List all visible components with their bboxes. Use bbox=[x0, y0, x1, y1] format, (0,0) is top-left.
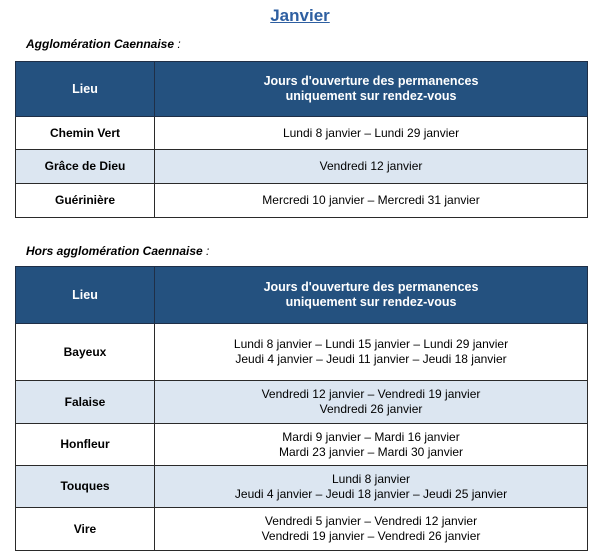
row-lieu: Honfleur bbox=[16, 424, 155, 466]
date-line: Vendredi 5 janvier – Vendredi 12 janvier bbox=[264, 514, 478, 528]
row-lieu: Bayeux bbox=[16, 324, 155, 381]
date-line: Vendredi 19 janvier – Vendredi 26 janvier bbox=[261, 529, 481, 543]
table-row bbox=[16, 150, 588, 184]
date-line: Mercredi 10 janvier – Mercredi 31 janvier bbox=[262, 193, 480, 207]
section-heading-caen-text: Agglomération Caennaise bbox=[26, 37, 175, 51]
schedule-table-hors bbox=[15, 266, 588, 551]
date-line: Lundi 8 janvier – Lundi 29 janvier bbox=[282, 125, 460, 140]
row-dates bbox=[155, 424, 588, 466]
date-line: Lundi 8 janvier – Lundi 15 janvier – Lundi 29 janvier bbox=[233, 337, 509, 351]
header-dates-line: Jours d'ouverture des permanences bbox=[263, 74, 479, 88]
row-dates bbox=[155, 466, 588, 508]
table-header-row bbox=[16, 267, 588, 324]
section-heading-caen-colon: : bbox=[174, 37, 181, 51]
table-row bbox=[16, 466, 588, 508]
date-line: Vendredi 12 janvier bbox=[319, 159, 423, 173]
header-dates-line: Jours d'ouverture des permanences bbox=[263, 280, 479, 294]
date-line: Vendredi 26 janvier bbox=[319, 402, 423, 416]
row-lieu: Grâce de Dieu bbox=[16, 150, 155, 184]
section-heading-caen bbox=[26, 37, 181, 51]
table-row bbox=[16, 424, 588, 466]
table-row bbox=[16, 184, 588, 218]
table-row bbox=[16, 117, 588, 150]
header-dates-line: uniquement sur rendez-vous bbox=[285, 89, 457, 103]
date-line: Mardi 9 janvier – Mardi 16 janvier bbox=[282, 429, 460, 444]
date-line: Lundi 8 janvier bbox=[331, 471, 411, 486]
date-line: Vendredi 12 janvier – Vendredi 19 janvier bbox=[261, 387, 481, 401]
table-row bbox=[16, 508, 588, 551]
section-heading-hors bbox=[26, 244, 209, 258]
row-lieu: Vire bbox=[16, 508, 155, 551]
row-lieu: Chemin Vert bbox=[16, 117, 155, 150]
header-lieu: Lieu bbox=[16, 267, 155, 324]
row-dates bbox=[155, 150, 588, 184]
header-lieu: Lieu bbox=[16, 62, 155, 117]
table-row bbox=[16, 381, 588, 424]
header-dates bbox=[155, 267, 588, 324]
row-dates bbox=[155, 324, 588, 381]
header-dates-line: uniquement sur rendez-vous bbox=[285, 295, 457, 309]
date-line: Mardi 23 janvier – Mardi 30 janvier bbox=[278, 444, 464, 459]
section-heading-hors-colon: : bbox=[202, 244, 210, 258]
page-title: Janvier bbox=[270, 6, 330, 25]
date-line: Jeudi 4 janvier – Jeudi 11 janvier – Jeudi 18 janvier bbox=[235, 352, 507, 366]
row-lieu: Falaise bbox=[16, 381, 155, 424]
row-lieu: Guérinière bbox=[16, 184, 155, 218]
row-dates bbox=[155, 117, 588, 150]
header-dates bbox=[155, 62, 588, 117]
date-line: Jeudi 4 janvier – Jeudi 18 janvier – Jeudi 25 janvier bbox=[234, 486, 508, 501]
row-lieu: Touques bbox=[16, 466, 155, 508]
schedule-table-caen bbox=[15, 61, 588, 218]
table-row bbox=[16, 324, 588, 381]
row-dates bbox=[155, 381, 588, 424]
row-dates bbox=[155, 508, 588, 551]
row-dates bbox=[155, 184, 588, 218]
section-heading-hors-text: Hors agglomération Caennaise bbox=[26, 244, 203, 258]
table-header-row bbox=[16, 62, 588, 117]
